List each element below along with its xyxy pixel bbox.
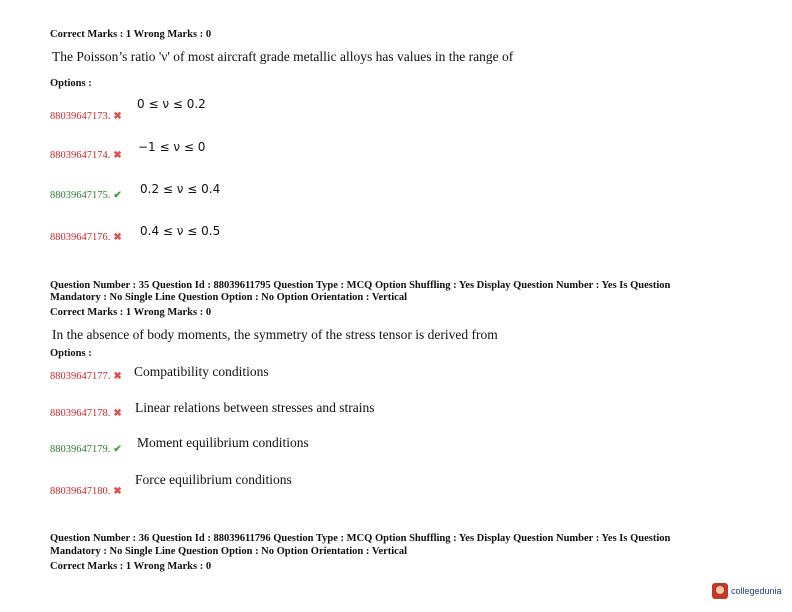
option-id: 88039647178. ✖ xyxy=(50,408,122,419)
wrong-mark-icon: ✖ xyxy=(113,371,122,382)
marks-line: Correct Marks : 1 Wrong Marks : 0 xyxy=(50,29,212,40)
option-text: Linear relations between stresses and strains xyxy=(135,400,375,415)
wrong-mark-icon: ✖ xyxy=(113,408,122,419)
option-text: Compatibility conditions xyxy=(134,364,269,379)
option-id: 88039647175. ✔ xyxy=(50,190,122,201)
option-text: 0.2 ≤ ν ≤ 0.4 xyxy=(140,182,221,196)
check-mark-icon: ✔ xyxy=(113,190,122,201)
option-id: 88039647180. ✖ xyxy=(50,486,122,497)
wrong-mark-icon: ✖ xyxy=(113,150,122,161)
collegedunia-logo-icon xyxy=(712,583,728,599)
question-text: The Poisson’s ratio 'ν' of most aircraft grade metallic alloys has values in the range of xyxy=(52,49,514,64)
marks-line: Correct Marks : 1 Wrong Marks : 0 xyxy=(50,561,212,572)
question-header: Mandatory : No Single Line Question Option : No Option Orientation : Vertical xyxy=(50,292,408,303)
option-id: 88039647176. ✖ xyxy=(50,232,122,243)
wrong-mark-icon: ✖ xyxy=(113,232,122,243)
option-id: 88039647179. ✔ xyxy=(50,444,122,455)
question-header: Question Number : 36 Question Id : 88039611796 Question Type : MCQ Option Shuffling : Yes Display Question Number : Yes Is Question xyxy=(50,533,671,544)
options-label: Options : xyxy=(50,78,92,89)
option-id: 88039647173. ✖ xyxy=(50,111,122,122)
option-id: 88039647177. ✖ xyxy=(50,371,122,382)
collegedunia-logo[interactable] xyxy=(712,580,788,602)
option-text: Force equilibrium conditions xyxy=(135,472,292,487)
options-label: Options : xyxy=(50,348,92,359)
question-header: Mandatory : No Single Line Question Option : No Option Orientation : Vertical xyxy=(50,546,408,557)
option-text: Moment equilibrium conditions xyxy=(137,435,309,450)
marks-line: Correct Marks : 1 Wrong Marks : 0 xyxy=(50,307,212,318)
question-header: Question Number : 35 Question Id : 88039611795 Question Type : MCQ Option Shuffling : Yes Display Question Number : Yes Is Question xyxy=(50,280,671,291)
wrong-mark-icon: ✖ xyxy=(113,111,122,122)
wrong-mark-icon: ✖ xyxy=(113,486,122,497)
question-text: In the absence of body moments, the symmetry of the stress tensor is derived from xyxy=(52,327,498,342)
option-text: 0.4 ≤ ν ≤ 0.5 xyxy=(140,224,221,238)
option-text: −1 ≤ ν ≤ 0 xyxy=(138,140,206,154)
logo-text: collegedunia xyxy=(731,585,782,596)
check-mark-icon: ✔ xyxy=(113,444,122,455)
option-text: 0 ≤ ν ≤ 0.2 xyxy=(137,97,206,111)
option-id: 88039647174. ✖ xyxy=(50,150,122,161)
